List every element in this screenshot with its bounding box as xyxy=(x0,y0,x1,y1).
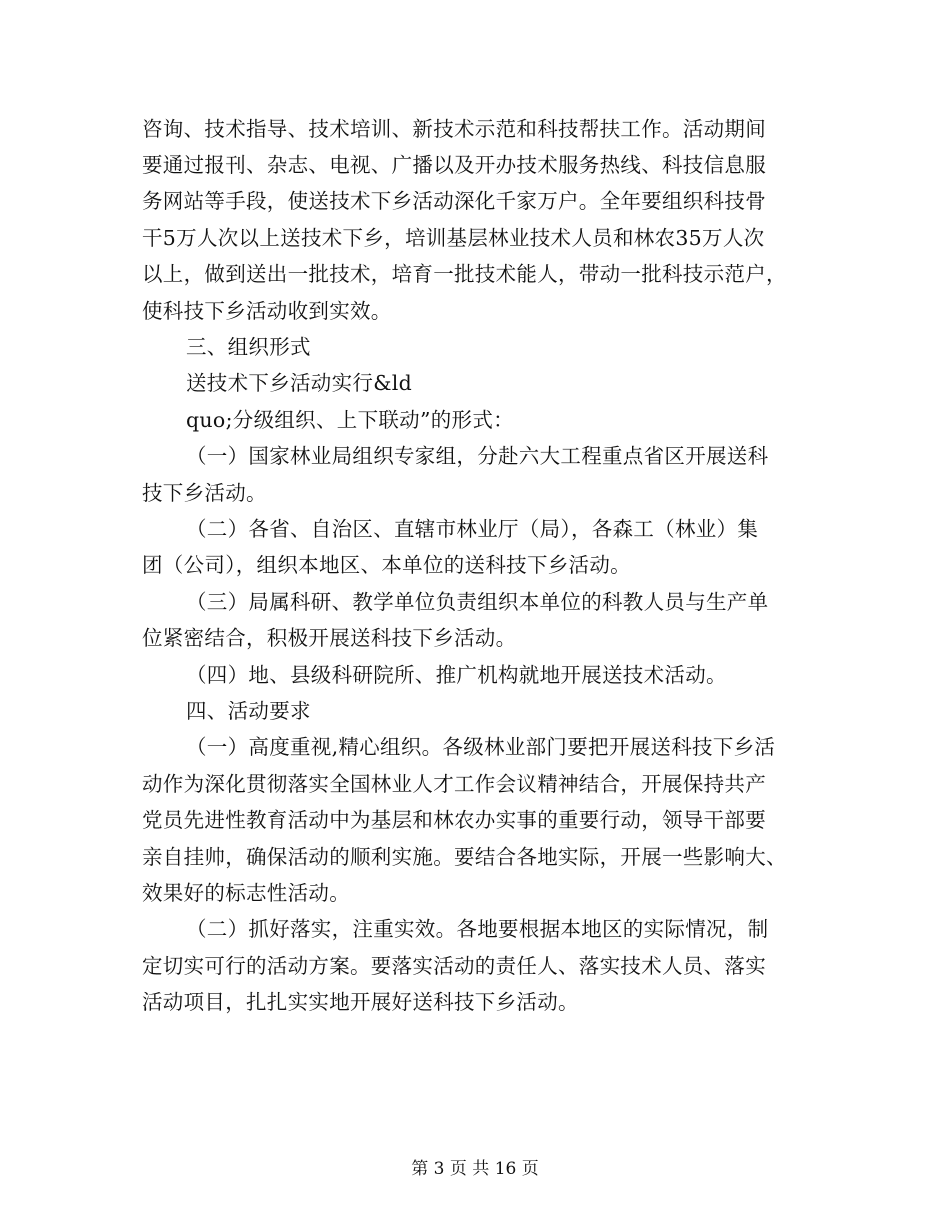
paragraph-line: 送技术下乡活动实行&ld xyxy=(186,371,413,395)
list-item-line: 动作为深化贯彻落实全国林业人才工作会议精神结合，开展保持共产 xyxy=(142,772,766,796)
paragraph-line: 务网站等手段，使送技术下乡活动深化千家万户。全年要组织科技骨 xyxy=(142,189,766,213)
list-item-line: （三）局属科研、教学单位负责组织本单位的科教人员与生产单 xyxy=(186,590,769,614)
list-item-line: 党员先进性教育活动中为基层和林农办实事的重要行动，领导干部要 xyxy=(142,808,766,832)
list-item-line: 位紧密结合，积极开展送科技下乡活动。 xyxy=(142,626,517,650)
section-heading: 四、活动要求 xyxy=(186,699,311,723)
list-item-line: （一）高度重视,精心组织。各级林业部门要把开展送科技下乡活 xyxy=(186,735,776,759)
paragraph-line: 使科技下乡活动收到实效。 xyxy=(142,299,392,323)
list-item-line: （二）抓好落实，注重实效。各地要根据本地区的实际情况，制 xyxy=(186,917,769,941)
list-item-line: 定切实可行的活动方案。要落实活动的责任人、落实技术人员、落实 xyxy=(142,954,766,978)
paragraph-line: 干5万人次以上送技术下乡，培训基层林业技术人员和林农35万人次 xyxy=(142,226,765,250)
section-heading: 三、组织形式 xyxy=(186,335,311,359)
list-item-line: 活动项目，扎扎实实地开展好送科技下乡活动。 xyxy=(142,990,579,1014)
list-item-line: 技下乡活动。 xyxy=(142,481,267,505)
list-item-line: 效果好的标志性活动。 xyxy=(142,881,350,905)
list-item-line: （二）各省、自治区、直辖市林业厅（局），各森工（林业）集 xyxy=(186,517,759,541)
paragraph-line: 以上，做到送出一批技术，培育一批技术能人，带动一批科技示范户， xyxy=(142,262,787,286)
paragraph-line: quo;分级组织、上下联动”的形式： xyxy=(186,408,514,432)
list-item-line: （一）国家林业局组织专家组，分赴六大工程重点省区开展送科 xyxy=(186,444,769,468)
list-item-line: 亲自挂帅，确保活动的顺利实施。要结合各地实际，开展一些影响大、 xyxy=(142,845,787,869)
paragraph-line: 咨询、技术指导、技术培训、新技术示范和科技帮扶工作。活动期间 xyxy=(142,117,766,141)
list-item-line: 团（公司），组织本地区、本单位的送科技下乡活动。 xyxy=(142,553,631,577)
list-item-line: （四）地、县级科研院所、推广机构就地开展送技术活动。 xyxy=(186,663,727,687)
page-number-footer: 第 3 页 共 16 页 xyxy=(411,1159,539,1179)
paragraph-line: 要通过报刊、杂志、电视、广播以及开办技术服务热线、科技信息服 xyxy=(142,153,766,177)
